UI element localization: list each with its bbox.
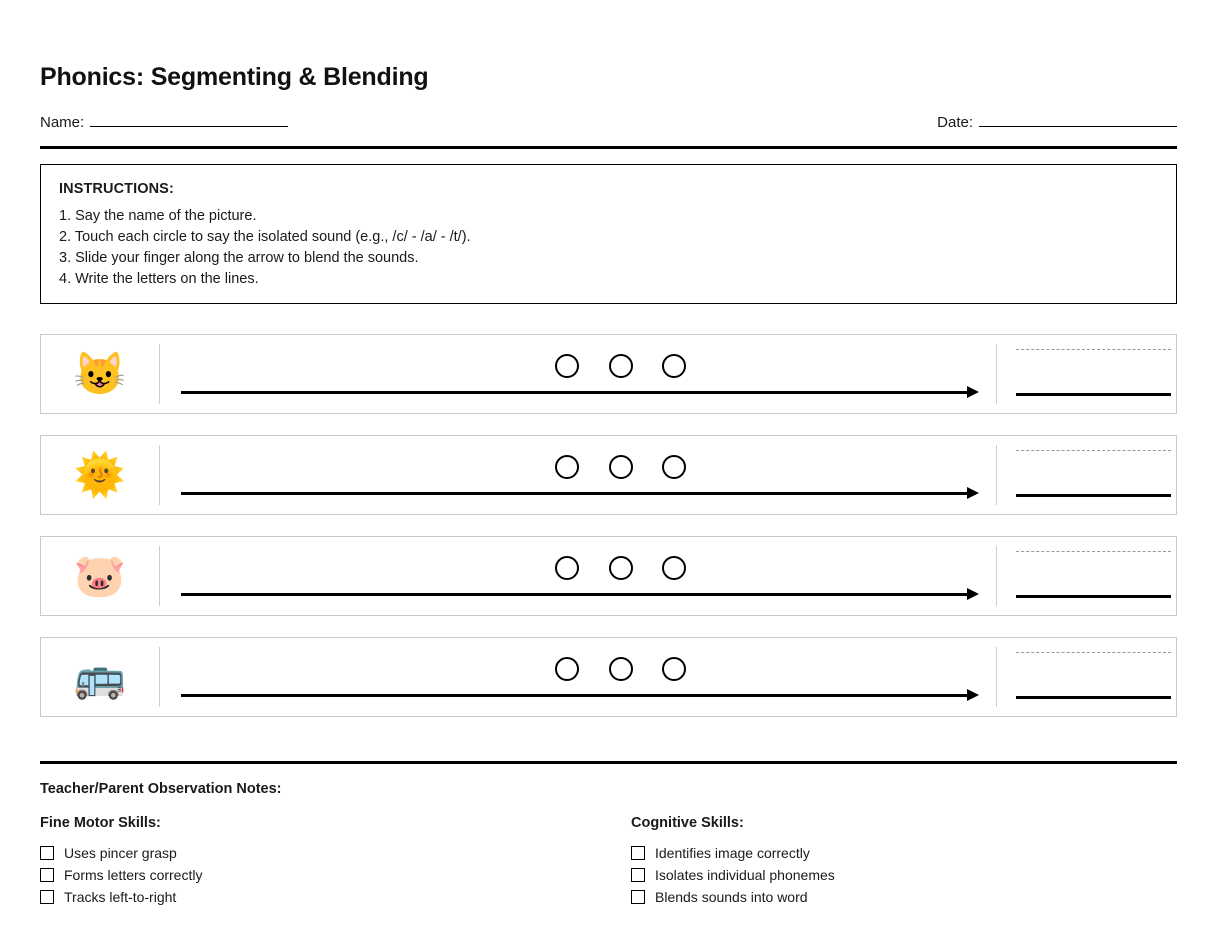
bus-emoji: 🚌 xyxy=(73,653,127,700)
instructions-list xyxy=(59,206,1158,290)
writing-lines[interactable] xyxy=(1016,652,1171,704)
pig-face-emoji: 🐷 xyxy=(73,552,127,599)
date-label: Date: xyxy=(937,114,973,131)
checklist-item[interactable] xyxy=(40,889,202,905)
phoneme-circle[interactable] xyxy=(609,556,633,580)
date-field[interactable] xyxy=(937,112,1177,131)
dashed-guide-line xyxy=(1016,349,1171,350)
checklist-item[interactable] xyxy=(631,889,835,905)
blending-arrow[interactable] xyxy=(181,587,986,601)
phoneme-circle[interactable] xyxy=(662,455,686,479)
picture-cell xyxy=(41,638,159,716)
blending-arrow[interactable] xyxy=(181,385,986,399)
exercise-row[interactable] xyxy=(40,334,1177,414)
date-write-line[interactable] xyxy=(979,112,1177,127)
checkbox[interactable] xyxy=(631,890,645,904)
dashed-guide-line xyxy=(1016,450,1171,451)
writing-lines[interactable] xyxy=(1016,349,1171,401)
arrow-line xyxy=(181,492,971,495)
checkbox[interactable] xyxy=(631,868,645,882)
name-label: Name: xyxy=(40,114,85,131)
fine-motor-skills-column xyxy=(40,815,202,911)
arrow-head-icon xyxy=(967,487,979,499)
dashed-guide-line xyxy=(1016,551,1171,552)
checkbox[interactable] xyxy=(631,846,645,860)
phoneme-circle[interactable] xyxy=(609,354,633,378)
solid-base-line xyxy=(1016,494,1171,497)
checklist-label: Tracks left-to-right xyxy=(64,889,177,905)
column-heading: Cognitive Skills: xyxy=(631,815,744,831)
phoneme-circle[interactable] xyxy=(555,556,579,580)
cell-divider-right xyxy=(996,647,997,707)
header-divider xyxy=(40,146,1177,149)
arrow-head-icon xyxy=(967,588,979,600)
phoneme-circles[interactable] xyxy=(515,556,695,580)
cell-divider-left xyxy=(159,445,160,505)
instruction-step: 1. Say the name of the picture. xyxy=(59,208,257,224)
phoneme-circle[interactable] xyxy=(662,556,686,580)
observation-notes-title: Teacher/Parent Observation Notes: xyxy=(40,781,282,797)
blending-arrow[interactable] xyxy=(181,688,986,702)
checkbox[interactable] xyxy=(40,890,54,904)
checklist-label: Forms letters correctly xyxy=(64,867,203,883)
checklist-item[interactable] xyxy=(631,867,835,883)
name-field[interactable] xyxy=(40,112,288,131)
cell-divider-right xyxy=(996,344,997,404)
checkbox[interactable] xyxy=(40,868,54,882)
instruction-step: 3. Slide your finger along the arrow to blend the sounds. xyxy=(59,250,419,266)
checklist-label: Blends sounds into word xyxy=(655,889,808,905)
cell-divider-left xyxy=(159,546,160,606)
phoneme-circle[interactable] xyxy=(555,354,579,378)
phoneme-circle[interactable] xyxy=(662,354,686,378)
exercise-row[interactable] xyxy=(40,536,1177,616)
column-heading: Fine Motor Skills: xyxy=(40,815,161,831)
solid-base-line xyxy=(1016,595,1171,598)
phoneme-circles[interactable] xyxy=(515,455,695,479)
cell-divider-left xyxy=(159,647,160,707)
phoneme-circle[interactable] xyxy=(609,657,633,681)
picture-cell xyxy=(41,537,159,615)
phoneme-circle[interactable] xyxy=(609,455,633,479)
phoneme-circles[interactable] xyxy=(515,354,695,378)
sun-emoji: 🌞 xyxy=(73,451,127,498)
arrow-head-icon xyxy=(967,689,979,701)
exercise-row[interactable] xyxy=(40,637,1177,717)
worksheet-page xyxy=(40,0,1177,949)
phoneme-circle[interactable] xyxy=(555,657,579,681)
cognitive-skills-column xyxy=(631,815,835,911)
student-info-row xyxy=(40,112,1177,136)
writing-lines[interactable] xyxy=(1016,450,1171,502)
footer-divider xyxy=(40,761,1177,764)
blending-arrow[interactable] xyxy=(181,486,986,500)
exercise-rows xyxy=(40,334,1177,738)
checklist-item[interactable] xyxy=(40,867,202,883)
checklist-item[interactable] xyxy=(40,845,202,861)
page-title: Phonics: Segmenting & Blending xyxy=(40,63,429,91)
solid-base-line xyxy=(1016,393,1171,396)
solid-base-line xyxy=(1016,696,1171,699)
arrow-line xyxy=(181,694,971,697)
checklist-label: Isolates individual phonemes xyxy=(655,867,835,883)
arrow-line xyxy=(181,391,971,394)
picture-cell xyxy=(41,335,159,413)
arrow-head-icon xyxy=(967,386,979,398)
instruction-step: 2. Touch each circle to say the isolated sound (e.g., /c/ - /a/ - /t/). xyxy=(59,229,471,245)
phoneme-circle[interactable] xyxy=(555,455,579,479)
cell-divider-left xyxy=(159,344,160,404)
arrow-line xyxy=(181,593,971,596)
exercise-row[interactable] xyxy=(40,435,1177,515)
instruction-step: 4. Write the letters on the lines. xyxy=(59,271,259,287)
cell-divider-right xyxy=(996,445,997,505)
checklist-label: Identifies image correctly xyxy=(655,845,810,861)
instructions-heading: INSTRUCTIONS: xyxy=(59,181,174,197)
picture-cell xyxy=(41,436,159,514)
name-write-line[interactable] xyxy=(90,112,288,127)
phoneme-circles[interactable] xyxy=(515,657,695,681)
checklist-item[interactable] xyxy=(631,845,835,861)
instructions-box xyxy=(40,164,1177,304)
checklist-label: Uses pincer grasp xyxy=(64,845,177,861)
dashed-guide-line xyxy=(1016,652,1171,653)
cell-divider-right xyxy=(996,546,997,606)
cat-face-emoji: 😺 xyxy=(73,350,127,397)
checkbox[interactable] xyxy=(40,846,54,860)
writing-lines[interactable] xyxy=(1016,551,1171,603)
phoneme-circle[interactable] xyxy=(662,657,686,681)
